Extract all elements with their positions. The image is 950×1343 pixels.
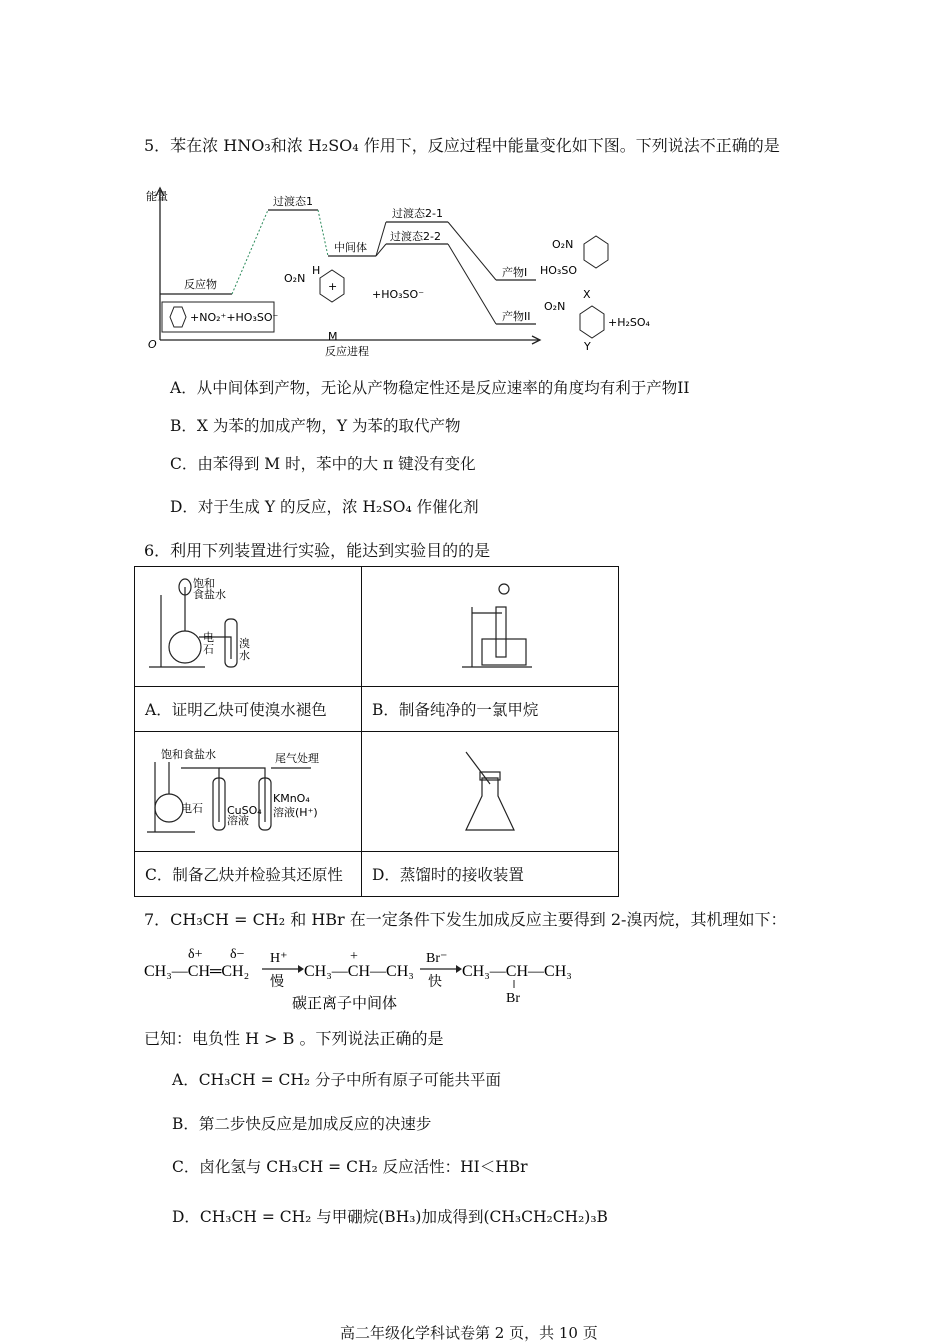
m-plus-formula: +HO₃SO⁻	[372, 288, 425, 301]
m-label: M	[328, 330, 338, 343]
reactant-label: 反应物	[184, 278, 217, 291]
q7-known: 已知：电负性 H > B 。下列说法正确的是	[144, 1029, 444, 1048]
apparatus-table	[134, 566, 619, 897]
step1-top: H⁺	[270, 951, 288, 966]
x-label: X	[583, 288, 591, 301]
a-note-1: 饱和	[193, 577, 215, 590]
apparatus-a-label: A．证明乙炔可使溴水褪色	[135, 687, 362, 732]
m-plus-sign: +	[328, 280, 338, 293]
c-note-1: 饱和食盐水	[161, 748, 216, 761]
a-note-5: 溴	[239, 637, 250, 650]
mech-middle: CH₃—CH—CH₃	[304, 963, 414, 980]
benzene-icon	[170, 307, 186, 327]
m-h: H	[312, 264, 321, 277]
ts1-label: 过渡态1	[273, 195, 313, 208]
mech-end: CH₃—CH—CH₃	[462, 963, 572, 980]
energy-diagram	[140, 182, 660, 362]
m-no2: O₂N	[284, 272, 306, 285]
q6-stem: 6．利用下列装置进行实验，能达到实验目的的是	[144, 541, 491, 560]
apparatus-c-label: C．制备乙炔并检验其还原性	[135, 852, 362, 897]
origin-label: O	[148, 338, 157, 351]
delta-minus: δ−	[230, 947, 245, 962]
apparatus-d-label: D．蒸馏时的接收装置	[362, 852, 619, 897]
x-hso3: HO₃SO	[540, 264, 577, 277]
step1-bottom: 慢	[270, 975, 284, 990]
product1-label: 产物I	[502, 266, 528, 279]
step2-top: Br⁻	[426, 951, 448, 966]
step2-bottom: 快	[428, 975, 442, 990]
y-ring-icon	[580, 306, 604, 338]
c-note-5: 溶液	[227, 814, 249, 827]
q7-option-d: D．CH₃CH = CH₂ 与甲硼烷(BH₃)加成得到(CH₃CH₂CH₂)₃B	[172, 1208, 608, 1226]
q5-stem: 5．苯在浓 HNO₃和浓 H₂SO₄ 作用下，反应过程中能量变化如下图。下列说法不正确的是	[144, 136, 780, 155]
c-note-2: 尾气处理	[275, 752, 319, 765]
a-note-4: 石	[203, 643, 214, 656]
a-note-3: 电	[203, 631, 214, 644]
delta-plus: δ+	[188, 947, 203, 962]
product2-label: 产物II	[502, 310, 531, 323]
x-ring-icon	[584, 236, 608, 268]
ts22-label: 过渡态2-2	[390, 230, 441, 243]
q5-option-d: D．对于生成 Y 的反应，浓 H₂SO₄ 作催化剂	[170, 498, 479, 516]
x-axis-label: 反应进程	[325, 345, 369, 358]
x-no2: O₂N	[552, 238, 574, 251]
c-note-6: KMnO₄	[273, 792, 310, 805]
q7-option-b: B．第二步快反应是加成反应的决速步	[172, 1115, 432, 1133]
y-label: Y	[584, 340, 591, 353]
ts21-label: 过渡态2-1	[392, 207, 443, 220]
y-axis-label: 能量	[146, 190, 168, 203]
q5-option-c: C．由苯得到 M 时，苯中的大 π 键没有变化	[170, 455, 476, 473]
apparatus-d-image	[362, 732, 619, 852]
q7-option-c: C．卤化氢与 CH₃CH = CH₂ 反应活性：HI＜HBr	[172, 1158, 528, 1176]
c-note-3: 电石	[181, 802, 203, 815]
a-note-6: 水	[239, 649, 250, 662]
q5-option-a: A．从中间体到产物，无论从产物稳定性还是反应速率的角度均有利于产物II	[170, 379, 690, 397]
a-note-2: 食盐水	[193, 588, 226, 601]
apparatus-a-image	[135, 567, 362, 687]
q7-stem: 7．CH₃CH = CH₂ 和 HBr 在一定条件下发生加成反应主要得到 2-溴丙烷，其机理如下：	[144, 910, 787, 929]
apparatus-b-label: B．制备纯净的一氯甲烷	[362, 687, 619, 732]
c-note-4: CuSO₄	[227, 804, 262, 817]
mech-start: CH₃—CH═CH₂	[144, 963, 250, 980]
mechanism	[140, 940, 600, 1016]
mech-caption: 碳正离子中间体	[292, 996, 398, 1012]
q7-option-a: A．CH₃CH = CH₂ 分子中所有原子可能共平面	[172, 1071, 502, 1089]
apparatus-c-image	[135, 732, 362, 852]
end-br: Br	[506, 991, 520, 1006]
intermediate-label: 中间体	[334, 241, 367, 254]
y-plus-formula: +H₂SO₄	[608, 316, 650, 329]
reactant-formula: +NO₂⁺+HO₃SO⁻	[190, 311, 279, 324]
q5-option-b: B．X 为苯的加成产物，Y 为苯的取代产物	[170, 417, 461, 435]
c-note-7: 溶液(H⁺)	[273, 806, 318, 819]
page-footer: 高二年级化学科试卷第 2 页，共 10 页	[340, 1324, 598, 1342]
apparatus-b-image	[362, 567, 619, 687]
y-no2: O₂N	[544, 300, 566, 313]
middle-plus: +	[350, 949, 358, 964]
